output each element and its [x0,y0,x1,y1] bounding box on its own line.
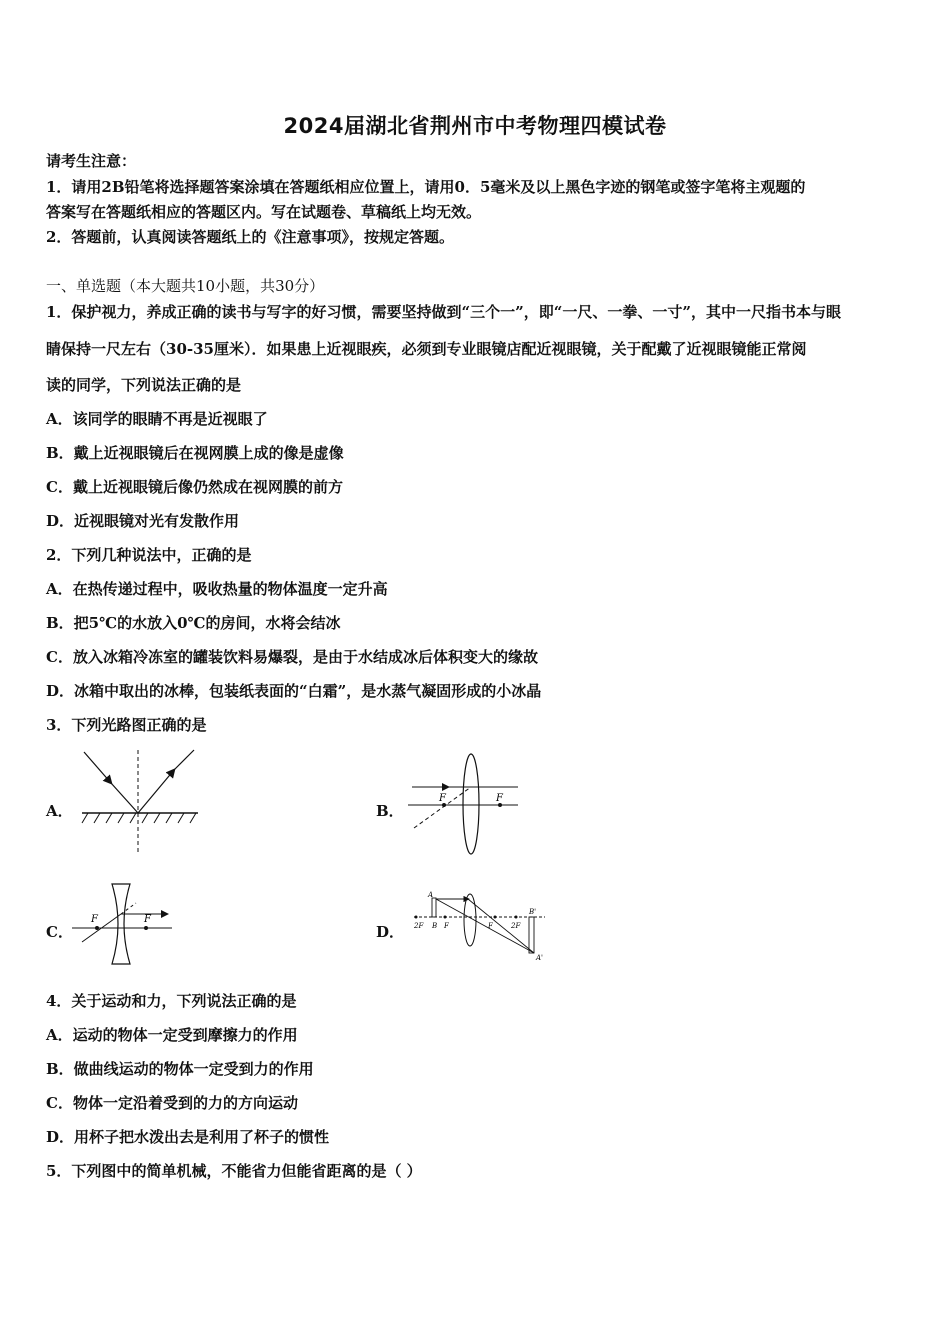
fig-b-focus-right: F [496,793,503,804]
fig-c-focus-right: F [144,914,151,925]
q3-label-d: D． [376,923,405,941]
q3-figure-c-concave-lens [72,880,182,970]
notice-item-2: 2．答题前，认真阅读答题纸上的《注意事项》，按规定答题。 [46,228,454,246]
fig-d-label-2f-right: 2F [511,922,521,930]
fig-d-label-2f-left: 2F [414,922,424,930]
q1-option-c: C．戴上近视眼镜后像仍然成在视网膜的前方 [46,478,343,496]
q1-stem-line-2: 睛保持一尺左右（30-35厘米）．如果患上近视眼疾，必须到专业眼镜店配近视眼镜，关于配戴了近视眼镜能正常阅 [46,340,807,358]
fig-d-label-b-prime: B' [529,908,537,916]
q4-option-d: D．用杯子把水泼出去是利用了杯子的惯性 [46,1128,330,1146]
q4-stem: 4．关于运动和力，下列说法正确的是 [46,992,297,1010]
section-heading: 一、单选题（本大题共10小题，共30分） [46,277,325,295]
q2-option-d: D．冰箱中取出的冰棒，包装纸表面的“白霜”，是水蒸气凝固形成的小冰晶 [46,682,542,700]
q1-option-d: D．近视眼镜对光有发散作用 [46,512,240,530]
q3-label-a: A． [46,802,73,820]
q2-option-a: A．在热传递过程中，吸收热量的物体温度一定升高 [46,580,388,598]
q4-option-c: C．物体一定沿着受到的力的方向运动 [46,1094,298,1112]
q1-option-b: B．戴上近视眼镜后在视网膜上成的像是虚像 [46,444,344,462]
q3-figure-d-lens-imaging [410,890,550,970]
q2-option-b: B．把5℃的水放入0℃的房间，水将会结冰 [46,614,341,632]
q2-stem: 2．下列几种说法中，正确的是 [46,546,252,564]
notice-item-1-line-2: 答案写在答题纸相应的答题区内。写在试题卷、草稿纸上均无效。 [46,203,482,221]
fig-d-label-a: A [428,891,434,899]
q3-label-b: B． [376,802,404,820]
q1-option-a: A．该同学的眼睛不再是近视眼了 [46,410,268,428]
q3-stem: 3．下列光路图正确的是 [46,716,207,734]
notice-item-1-line-1: 1．请用2B铅笔将选择题答案涂填在答题纸相应位置上，请用0．5毫米及以上黑色字迹的钢笔或签字笔将主观题的 [46,178,806,196]
fig-c-focus-left: F [91,914,98,925]
q4-option-a: A．运动的物体一定受到摩擦力的作用 [46,1026,298,1044]
q4-option-b: B．做曲线运动的物体一定受到力的作用 [46,1060,314,1078]
fig-d-label-f-left: F [444,922,449,930]
fig-d-label-b: B [432,922,438,930]
q1-stem-line-1: 1．保护视力，养成正确的读书与写字的好习惯，需要坚持做到“三个一”，即“一尺、一拳、一寸”，其中一尺指书本与眼 [46,303,841,321]
q3-label-c: C． [46,923,73,941]
fig-d-label-a-prime: A' [536,954,543,962]
fig-b-focus-left: F [439,793,446,804]
q2-option-c: C．放入冰箱冷冻室的罐装饮料易爆裂，是由于水结成冰后体积变大的缘故 [46,648,538,666]
page-title: 2024届湖北省荆州市中考物理四模试卷 [283,114,667,138]
q3-figure-b-convex-lens [408,750,528,860]
notice-heading: 请考生注意： [46,152,137,170]
q5-stem: 5．下列图中的简单机械，不能省力但能省距离的是（ ） [46,1162,422,1180]
fig-d-label-f-right: F [488,922,493,930]
q3-figure-a-reflection [76,748,206,858]
q1-stem-line-3: 读的同学，下列说法正确的是 [46,376,242,394]
